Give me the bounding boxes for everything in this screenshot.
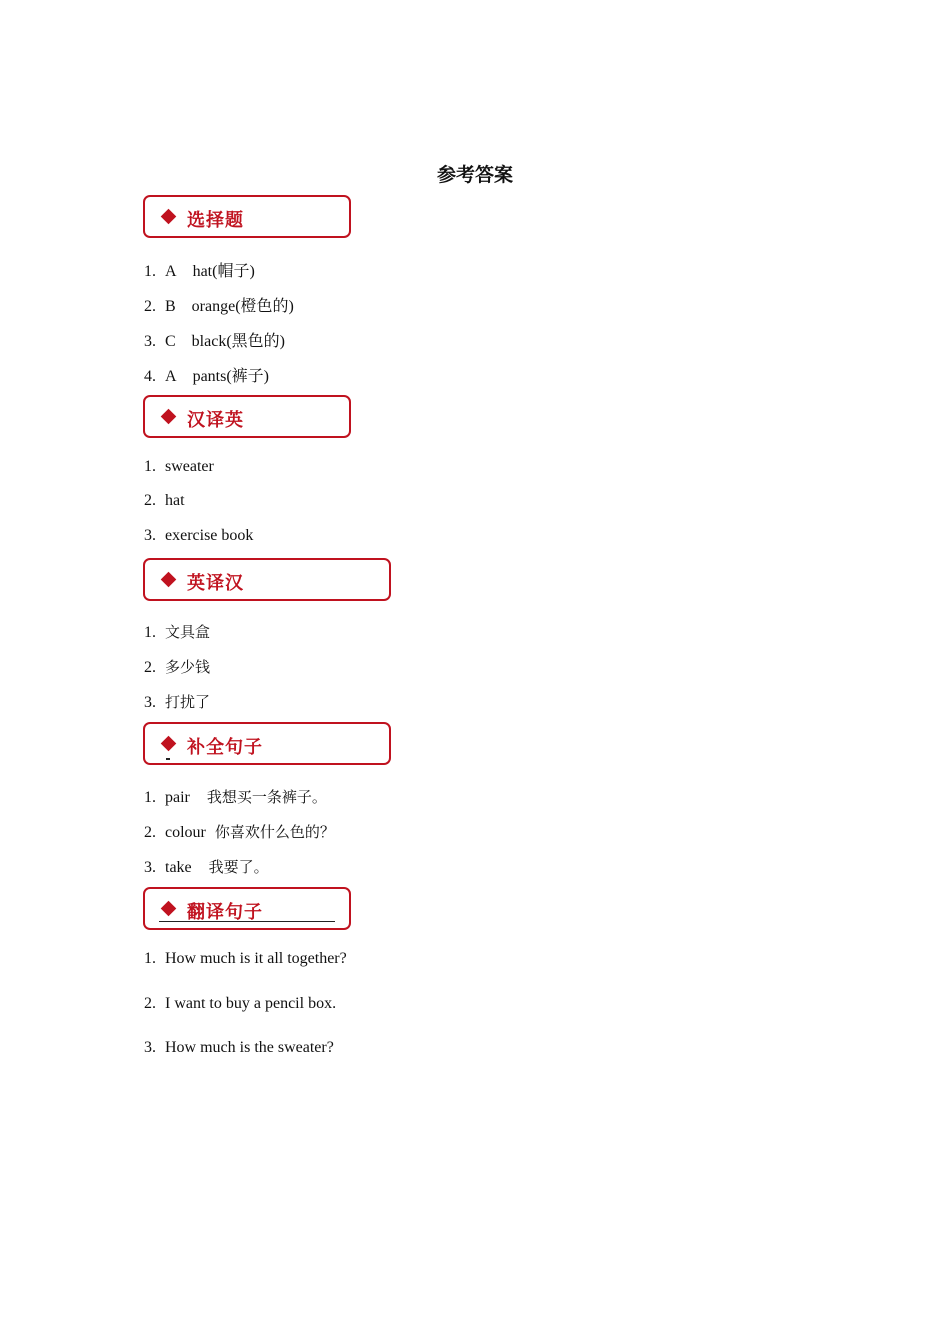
answer-item: 2. I want to buy a pencil box. [144, 995, 337, 1012]
section-header-translate-sentences [143, 887, 351, 930]
section-heading: 翻译句子 [187, 902, 263, 923]
answer-item: 3. How much is the sweater? [144, 1039, 334, 1056]
answer-item: 3. take 我要了。 [144, 858, 269, 876]
diamond-bullet-icon [161, 572, 177, 588]
section-header-multiple-choice [143, 195, 351, 238]
section-header-english-to-chinese [143, 558, 391, 601]
answer-item: 1. sweater [144, 458, 214, 475]
diamond-bullet-icon [161, 736, 177, 752]
page-title: 参考答案 [436, 164, 513, 186]
cursor-mark [166, 758, 170, 760]
answer-item: 3. C black(黑色的) [144, 333, 285, 350]
answer-item: 2. colour 你喜欢什么色的？ [144, 823, 335, 841]
answer-item: 2. 多少钱 [144, 658, 211, 676]
section-heading: 英译汉 [187, 573, 244, 594]
section-heading: 选择题 [187, 210, 244, 231]
section-heading: 补全句子 [187, 737, 263, 758]
answer-item: 4. A pants(裤子) [144, 368, 269, 385]
section-header-complete-sentences [143, 722, 391, 765]
diamond-bullet-icon [161, 209, 177, 225]
section-heading: 汉译英 [187, 410, 244, 431]
section-header-chinese-to-english [143, 395, 351, 438]
heading-underline [159, 921, 335, 922]
answer-item: 3. exercise book [144, 527, 254, 544]
answer-item: 2. B orange(橙色的) [144, 298, 294, 315]
diamond-bullet-icon [161, 409, 177, 425]
answer-item: 1. How much is it all together? [144, 950, 347, 967]
answer-item: 1. 文具盒 [144, 623, 211, 641]
answer-item: 3. 打扰了 [144, 693, 211, 711]
answer-item: 1. pair 我想买一条裤子。 [144, 788, 327, 806]
diamond-bullet-icon [161, 901, 177, 917]
answer-item: 2. hat [144, 492, 185, 509]
answer-item: 1. A hat(帽子) [144, 263, 255, 280]
